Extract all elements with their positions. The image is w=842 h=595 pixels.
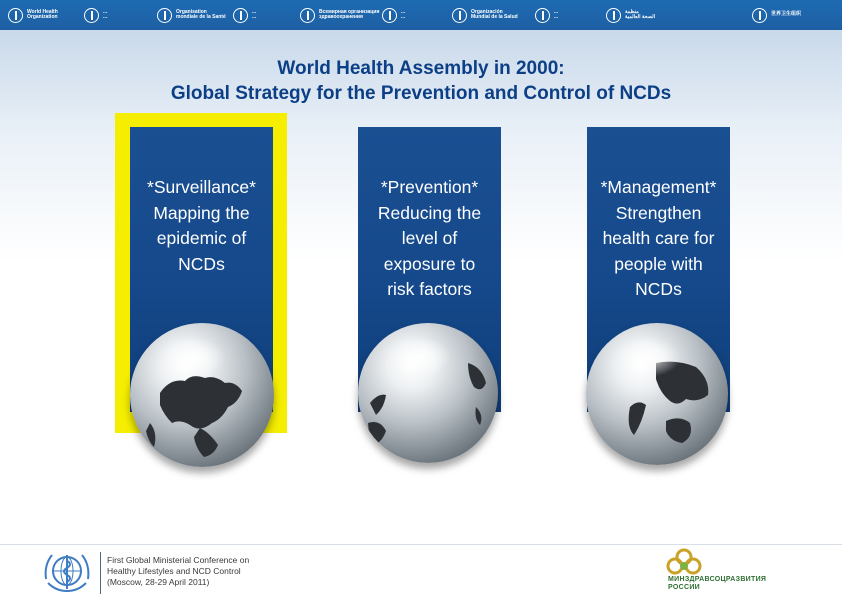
who-emblem-icon: [42, 549, 92, 593]
panel-line: risk factors: [387, 279, 472, 299]
globe-asia-africa-icon: [586, 323, 728, 465]
who-emblem-icon: [157, 8, 172, 23]
who-logo-french: [157, 6, 226, 24]
who-emblem-icon: [535, 8, 550, 23]
globe-highlight: [617, 337, 681, 377]
panel-line: exposure to: [383, 253, 476, 274]
title-line-2: Global Strategy for the Prevention and Control of NCDs: [170, 83, 672, 104]
panel-line: level of: [401, 228, 458, 248]
ministry-logo-text: [668, 576, 766, 592]
logo-text: ... ...: [554, 8, 559, 20]
logo-text: ... ...: [103, 8, 108, 20]
panel-text: [358, 175, 501, 303]
logo-text: 世界卫生组织: [771, 11, 802, 18]
who-logo-banner: [0, 0, 842, 30]
who-emblem-icon: [752, 8, 767, 23]
who-logo-3: [233, 6, 256, 24]
logo-text: Organización Mundial de la Salud: [471, 8, 518, 20]
panel-heading: *Management*: [600, 177, 717, 197]
conference-caption: [107, 555, 249, 588]
logo-text: ... ...: [401, 8, 406, 20]
panel-text: [587, 175, 730, 303]
globe-highlight: [162, 337, 227, 377]
panel-line: people with: [614, 253, 703, 274]
globe-americas-icon: [358, 323, 498, 463]
panel-line: health care for: [602, 228, 715, 248]
who-logo-7: [535, 6, 558, 24]
title-line-1: World Health Assembly in 2000:: [277, 58, 565, 79]
panel-line: Strengthen: [615, 202, 702, 223]
panel-line: Reducing the: [377, 202, 482, 223]
globe-highlight: [389, 337, 452, 376]
logo-text: World Health Organization: [27, 8, 58, 20]
logo-text: Organisation mondiale de la Santé: [176, 8, 226, 20]
slide-title: [0, 56, 842, 106]
panel-heading: *Surveillance*: [147, 177, 256, 197]
who-logo-russian: [300, 6, 379, 24]
who-emblem-icon: [8, 8, 23, 23]
panel-line: Mapping the: [153, 202, 250, 223]
logo-text: ... ...: [252, 8, 257, 20]
ministry-line: РОССИИ: [668, 584, 700, 591]
panel-text: [130, 175, 273, 277]
who-logo-english: [8, 6, 58, 24]
conference-line: Healthy Lifestyles and NCD Control: [107, 566, 241, 576]
who-emblem-icon: [452, 8, 467, 23]
ministry-line: МИНЗДРАВСОЦРАЗВИТИЯ: [668, 576, 767, 583]
logo-text: Всемирная организация здравоохранения: [319, 8, 380, 20]
footer-separator: [100, 552, 101, 594]
who-emblem-icon: [382, 8, 397, 23]
who-emblem-icon: [606, 8, 621, 23]
who-logo-chinese: [752, 6, 801, 24]
globe-europe-icon: [130, 323, 274, 467]
conference-line: First Global Ministerial Conference on: [107, 555, 250, 565]
panel-heading: *Prevention*: [380, 177, 479, 197]
who-logo-1: [84, 6, 107, 24]
who-emblem-icon: [233, 8, 248, 23]
ministry-emblem-icon: [664, 548, 704, 578]
who-logo-spanish: [452, 6, 518, 24]
who-logo-arabic: [606, 6, 655, 24]
footer-divider: [0, 544, 842, 545]
who-logo-5: [382, 6, 405, 24]
who-emblem-icon: [84, 8, 99, 23]
who-emblem-icon: [300, 8, 315, 23]
conference-line: (Moscow, 28-29 April 2011): [107, 577, 210, 587]
panel-line: epidemic of: [156, 228, 247, 248]
logo-text: منظمة الصحة العالمية: [625, 8, 655, 20]
panel-line: NCDs: [178, 253, 225, 274]
panel-line: NCDs: [635, 279, 682, 299]
